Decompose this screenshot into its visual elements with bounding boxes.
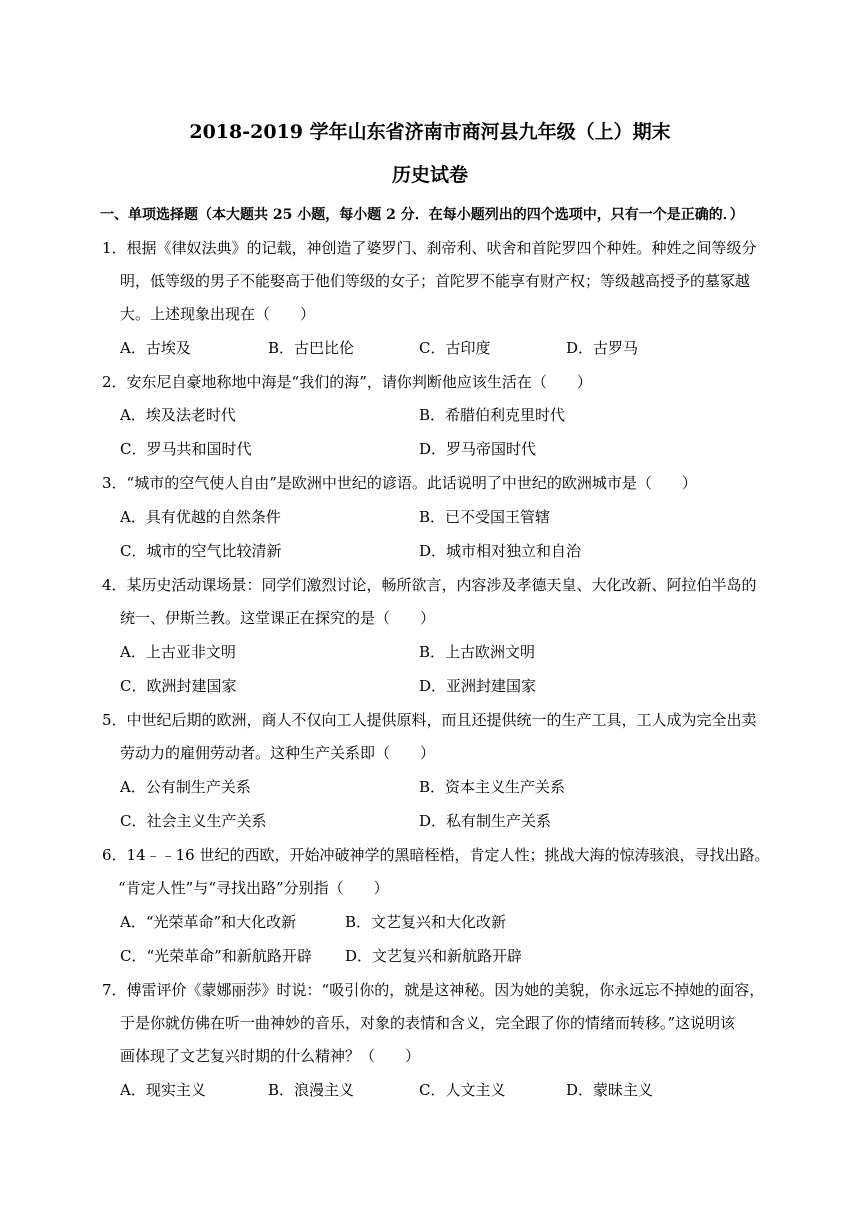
question-2-option-b[interactable]: B．希腊伯利克里时代 [419,406,566,424]
question-3-option-b[interactable]: B．已不受国王管辖 [419,508,551,526]
question-1-line-1: 1．根据《律奴法典》的记载，神创造了婆罗门、刹帝利、吠舍和首陀罗四个种姓。种姓之间等级分 [102,239,757,257]
question-4-option-d[interactable]: D．亚洲封建国家 [419,677,537,695]
question-5-line-2: 劳动力的雇佣劳动者。这种生产关系即（ ） [120,744,436,762]
question-6-option-c[interactable]: C．“光荣革命”和新航路开辟 [120,947,312,965]
question-7-line-2: 于是你就仿佛在听一曲神妙的音乐，对象的表情和含义，完全跟了你的情绪而转移。”这说明该 [120,1014,736,1032]
question-1-option-b[interactable]: B．古巴比伦 [268,339,355,357]
question-5-option-d[interactable]: D．私有制生产关系 [419,812,552,830]
question-7-line-1: 7．傅雷评价《蒙娜丽莎》时说：“吸引你的，就是这神秘。因为她的美貌，你永远忘不掉她的面容， [102,981,765,999]
question-2-line-1: 2．安东尼自豪地称地中海是“我们的海”，请你判断他应该生活在（ ） [102,373,592,391]
question-2-option-a[interactable]: A．埃及法老时代 [120,406,236,424]
question-5-option-b[interactable]: B．资本主义生产关系 [419,778,566,796]
question-4-option-a[interactable]: A．上古亚非文明 [120,643,236,661]
question-3-option-d[interactable]: D．城市相对独立和自治 [419,542,582,560]
question-1-line-3: 大。上述现象出现在（ ） [120,305,316,323]
question-4-line-2: 统一、伊斯兰教。这堂课正在探究的是（ ） [120,609,436,627]
question-7-line-3: 画体现了文艺复兴时期的什么精神？（ ） [120,1047,421,1065]
question-6-option-d[interactable]: D．文艺复兴和新航路开辟 [345,947,523,965]
question-2-option-c[interactable]: C．罗马共和国时代 [120,440,252,458]
section-heading: 一、单项选择题（本大题共 25 小题，每小题 2 分．在每小题列出的四个选项中，只有一个是正确的．） [100,207,744,223]
question-1-option-c[interactable]: C．古印度 [419,339,491,357]
question-5-option-c[interactable]: C．社会主义生产关系 [120,812,267,830]
question-3-option-c[interactable]: C．城市的空气比较清新 [120,542,282,560]
question-1-option-d[interactable]: D．古罗马 [566,339,639,357]
question-3-option-a[interactable]: A．具有优越的自然条件 [120,508,281,526]
question-6-line-1: 6．14﹣﹣16 世纪的西欧，开始冲破神学的黑暗桎梏，肯定人性；挑战大海的惊涛骇浪，寻找出路。 [102,846,770,864]
question-4-option-c[interactable]: C．欧洲封建国家 [120,677,237,695]
question-4-option-b[interactable]: B．上古欧洲文明 [419,643,536,661]
question-6-option-a[interactable]: A．“光荣革命”和大化改新 [120,913,297,931]
question-3-line-1: 3．“城市的空气使人自由”是欧洲中世纪的谚语。此话说明了中世纪的欧洲城市是（ ） [102,474,697,492]
exam-subtitle: 历史试卷 [391,164,468,186]
question-1-line-2: 明，低等级的男子不能娶高于他们等级的女子；首陀罗不能享有财产权；等级越高授予的墓冢越 [120,272,751,290]
question-2-option-d[interactable]: D．罗马帝国时代 [419,440,537,458]
question-7-option-d[interactable]: D．蒙昧主义 [566,1081,654,1099]
question-7-option-c[interactable]: C．人文主义 [419,1081,506,1099]
question-6-option-b[interactable]: B．文艺复兴和大化改新 [345,913,507,931]
question-7-option-a[interactable]: A．现实主义 [120,1081,206,1099]
question-4-line-1: 4．某历史活动课场景：同学们激烈讨论，畅所欲言，内容涉及孝德天皇、大化改新、阿拉伯半岛的 [102,576,757,594]
question-1-option-a[interactable]: A．古埃及 [120,339,191,357]
question-5-line-1: 5．中世纪后期的欧洲，商人不仅向工人提供原料，而且还提供统一的生产工具，工人成为完全出卖 [102,711,757,729]
exam-title: 2018-2019 学年山东省济南市商河县九年级（上）期末 [189,121,671,143]
question-7-option-b[interactable]: B．浪漫主义 [268,1081,355,1099]
question-5-option-a[interactable]: A．公有制生产关系 [120,778,251,796]
question-6-line-2: “肯定人性”与“寻找出路”分别指（ ） [118,879,389,897]
